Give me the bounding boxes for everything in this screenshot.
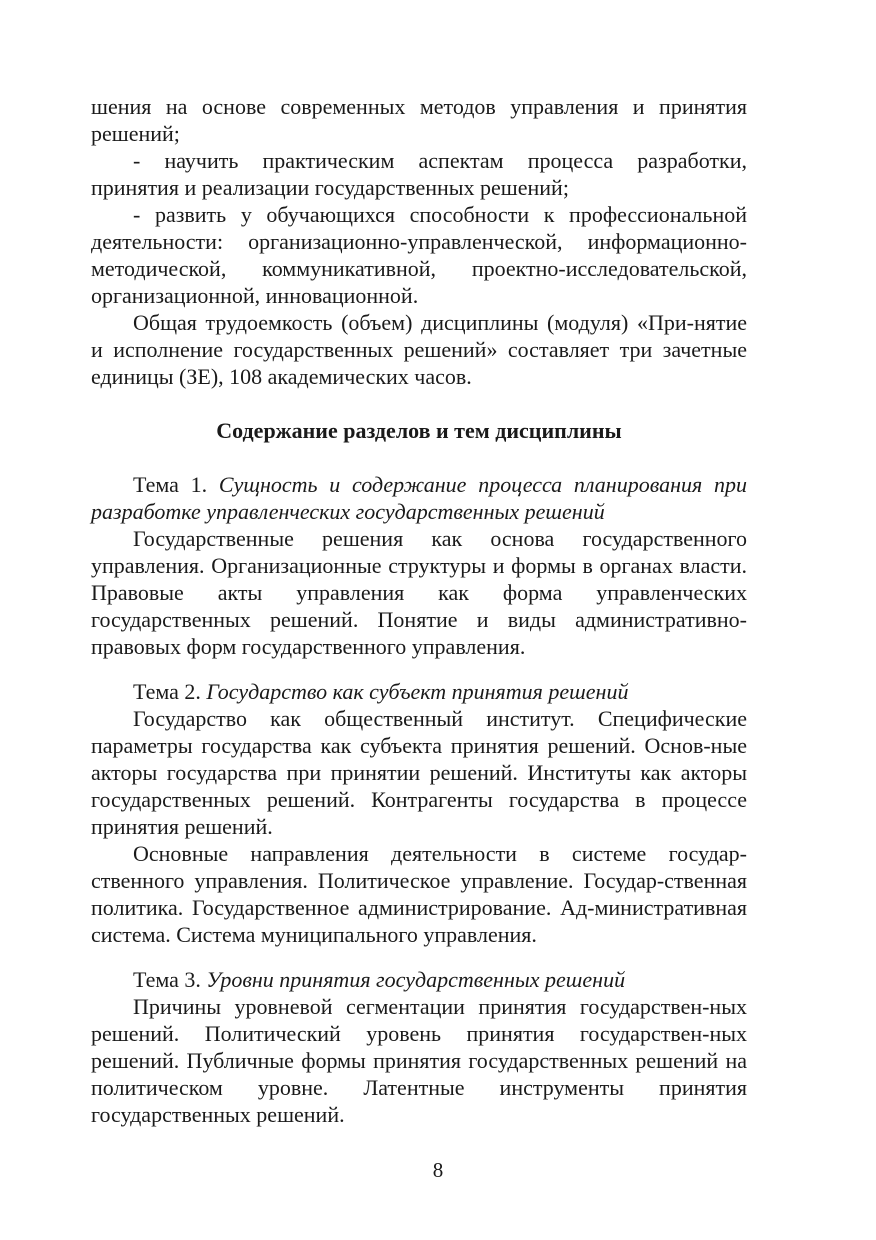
topic-2-title: Государство как субъект принятия решений bbox=[206, 679, 629, 704]
topic-3-heading bbox=[91, 966, 747, 993]
objective-bullet-1: - научить практическим аспектам процесса разработки, принятия и реализации государственных решений; bbox=[91, 148, 747, 200]
topic-1-heading bbox=[91, 471, 747, 525]
page-number: 8 bbox=[432, 1158, 444, 1182]
objective-bullet-2: - развить у обучающихся способности к профессиональной деятельности: организационно-управленческой, информационно-методической, коммуникативной, проектно-исследовательской, организационной, инновационной. bbox=[91, 202, 747, 308]
topic-2 bbox=[91, 678, 747, 948]
topic-3 bbox=[91, 966, 747, 1128]
topic-1 bbox=[91, 471, 747, 660]
document-page bbox=[91, 93, 747, 1128]
topic-1-title: Сущность и содержание процесса планирования при разработке управленческих государственных решений bbox=[91, 472, 747, 524]
section-heading: Содержание разделов и тем дисциплины bbox=[216, 418, 622, 443]
topic-2-paragraph-1: Государство как общественный институт. Специфические параметры государства как субъекта принятия решений. Основ-ные акторы государства при принятии решений. Институты как акторы государственных решений. Контрагенты государства в процессе принятия решений. bbox=[91, 706, 747, 839]
topic-3-title: Уровни принятия государственных решений bbox=[206, 967, 626, 992]
topic-1-label: Тема 1. bbox=[133, 472, 208, 497]
topic-3-label: Тема 3. bbox=[133, 967, 201, 992]
intro-continuation: шения на основе современных методов управления и принятия решений; bbox=[91, 94, 747, 146]
topic-2-paragraph-2: Основные направления деятельности в системе государ-ственного управления. Политическое управление. Государ-ственная политика. Государственное администрирование. Ад-министративная система. Система муниципального управления. bbox=[91, 841, 747, 947]
workload-paragraph: Общая трудоемкость (объем) дисциплины (модуля) «При-нятие и исполнение государственных решений» составляет три зачетные единицы (ЗЕ), 108 академических часов. bbox=[91, 310, 747, 389]
topic-2-label: Тема 2. bbox=[133, 679, 201, 704]
topic-3-paragraph-1: Причины уровневой сегментации принятия государствен-ных решений. Политический уровень принятия государствен-ных решений. Публичные формы принятия государственных решений на политическом уровне. Латентные инструменты принятия государственных решений. bbox=[91, 994, 747, 1127]
topic-1-paragraph-1: Государственные решения как основа государственного управления. Организационные структуры и формы в органах власти. Правовые акты управления как форма управленческих государственных решений. Понятие и виды административно-правовых форм государственного управления. bbox=[91, 526, 747, 659]
topic-2-heading bbox=[91, 678, 747, 705]
